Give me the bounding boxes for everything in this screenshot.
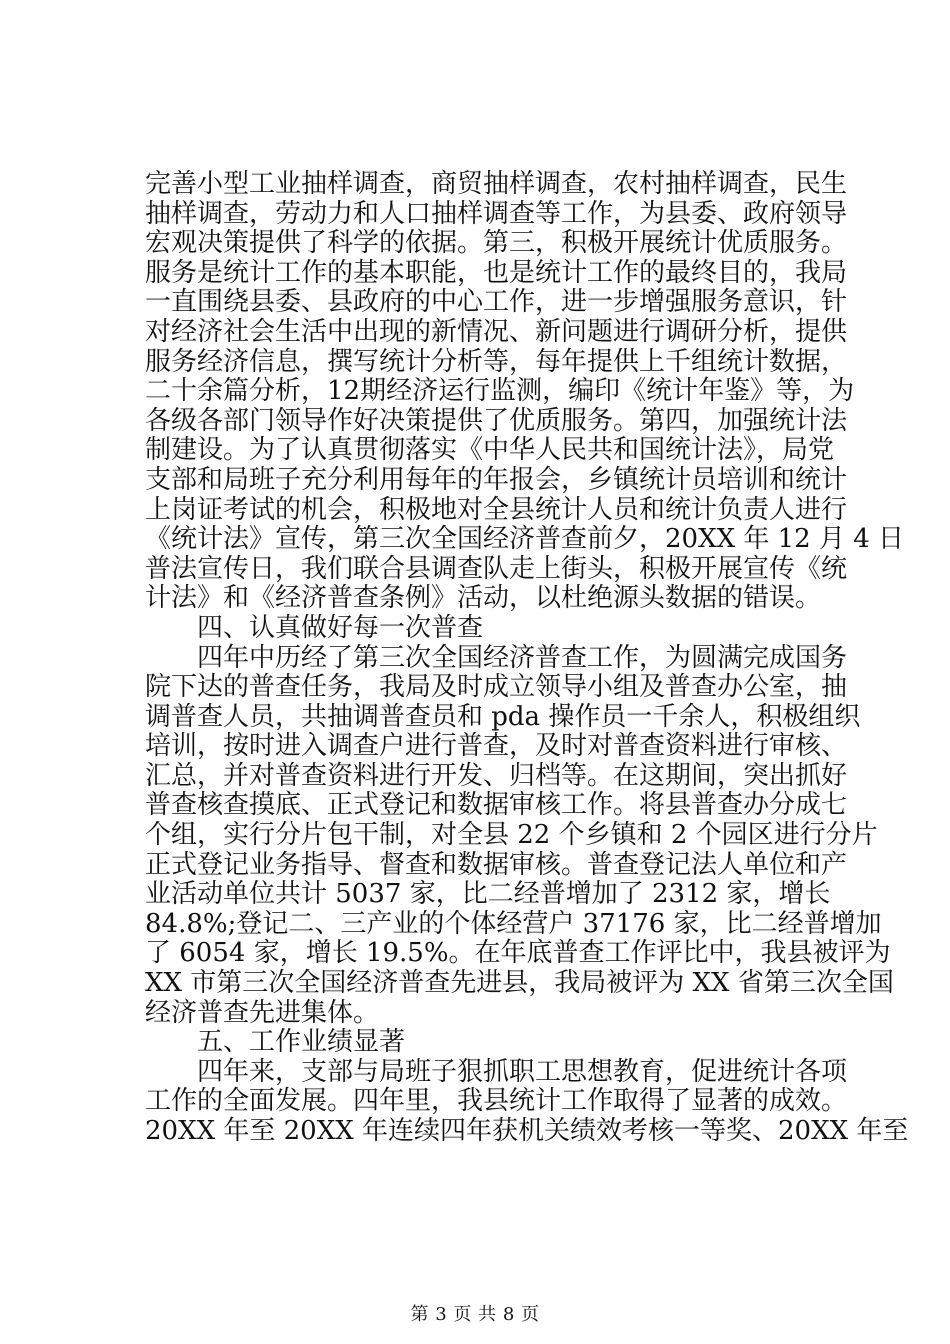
text-line: 四、认真做好每一次普查 [197,612,484,643]
text-line: 完善小型工业抽样调查，商贸抽样调查，农村抽样调查，民生 [145,169,848,199]
text-line: 二十余篇分析，12期经济运行监测，编印《统计年鉴》等，为 [145,376,855,407]
text-line: XX 市第三次全国经济普查先进县，我局被评为 XX 省第三次全国 [145,968,894,999]
document-body [145,169,909,1147]
page-footer: 第 3 页 共 8 页 [410,1304,540,1325]
text-line: 一直围绕县委、县政府的中心工作，进一步增强服务意识，针 [145,287,848,318]
text-line: 20XX 年至 20XX 年连续四年获机关绩效考核一等奖、20XX 年至 [145,1116,909,1146]
text-line: 院下达的普查任务，我局及时成立领导小组及普查办公室，抽 [145,672,848,703]
text-line: 服务是统计工作的基本职能，也是统计工作的最终目的，我局 [145,257,848,288]
text-line: 上岗证考试的机会，积极地对全县统计人员和统计负责人进行 [145,494,848,525]
text-line: 四年来，支部与局班子狠抓职工思想教育，促进统计各项 [197,1056,848,1087]
text-line: 业活动单位共计 5037 家，比二经普增加了 2312 家，增长 [145,879,831,910]
text-line: 《统计法》宣传，第三次全国经济普查前夕，20XX 年 12 月 4 日 [145,524,905,555]
text-line: 培训，按时进入调查户进行普查，及时对普查资料进行审核、 [145,731,848,762]
text-line: 宏观决策提供了科学的依据。第三，积极开展统计优质服务。 [145,228,848,259]
text-line: 调普查人员，共抽调普查员和 pda 操作员一千余人，积极组织 [145,701,861,732]
text-line: 经济普查先进集体。 [145,997,380,1028]
text-line: 普查核查摸底、正式登记和数据审核工作。将县普查办分成七 [145,790,848,821]
text-line: 个组，实行分片包干制，对全县 22 个乡镇和 2 个园区进行分片 [145,820,878,851]
text-line: 制建设。为了认真贯彻落实《中华人民共和国统计法》，局党 [145,435,835,466]
text-line: 支部和局班子充分利用每年的年报会，乡镇统计员培训和统计 [145,464,848,495]
text-line: 各级各部门领导作好决策提供了优质服务。第四，加强统计法 [145,405,848,436]
text-line: 84.8%;登记二、三产业的个体经营户 37176 家，比二经普增加 [145,908,882,939]
text-line: 四年中历经了第三次全国经济普查工作，为圆满完成国务 [197,642,848,673]
text-line: 正式登记业务指导、督查和数据审核。普查登记法人单位和产 [145,849,848,880]
text-line: 计法》和《经济普查条例》活动，以杜绝源头数据的错误。 [145,583,822,614]
text-line: 服务经济信息，撰写统计分析等，每年提供上千组统计数据， [145,346,848,377]
text-line: 了 6054 家，增长 19.5%。在年底普查工作评比中，我县被评为 [145,938,891,969]
text-line: 抽样调查，劳动力和人口抽样调查等工作，为县委、政府领导 [145,198,848,229]
text-line: 汇总，并对普查资料进行开发、归档等。在这期间，突出抓好 [145,760,848,791]
text-line: 五、工作业绩显著 [197,1027,406,1058]
text-line: 对经济社会生活中出现的新情况、新问题进行调研分析，提供 [145,316,848,347]
text-line: 工作的全面发展。四年里，我县统计工作取得了显著的成效。 [145,1086,848,1117]
text-line: 普法宣传日，我们联合县调查队走上街头，积极开展宣传《统 [145,553,848,584]
